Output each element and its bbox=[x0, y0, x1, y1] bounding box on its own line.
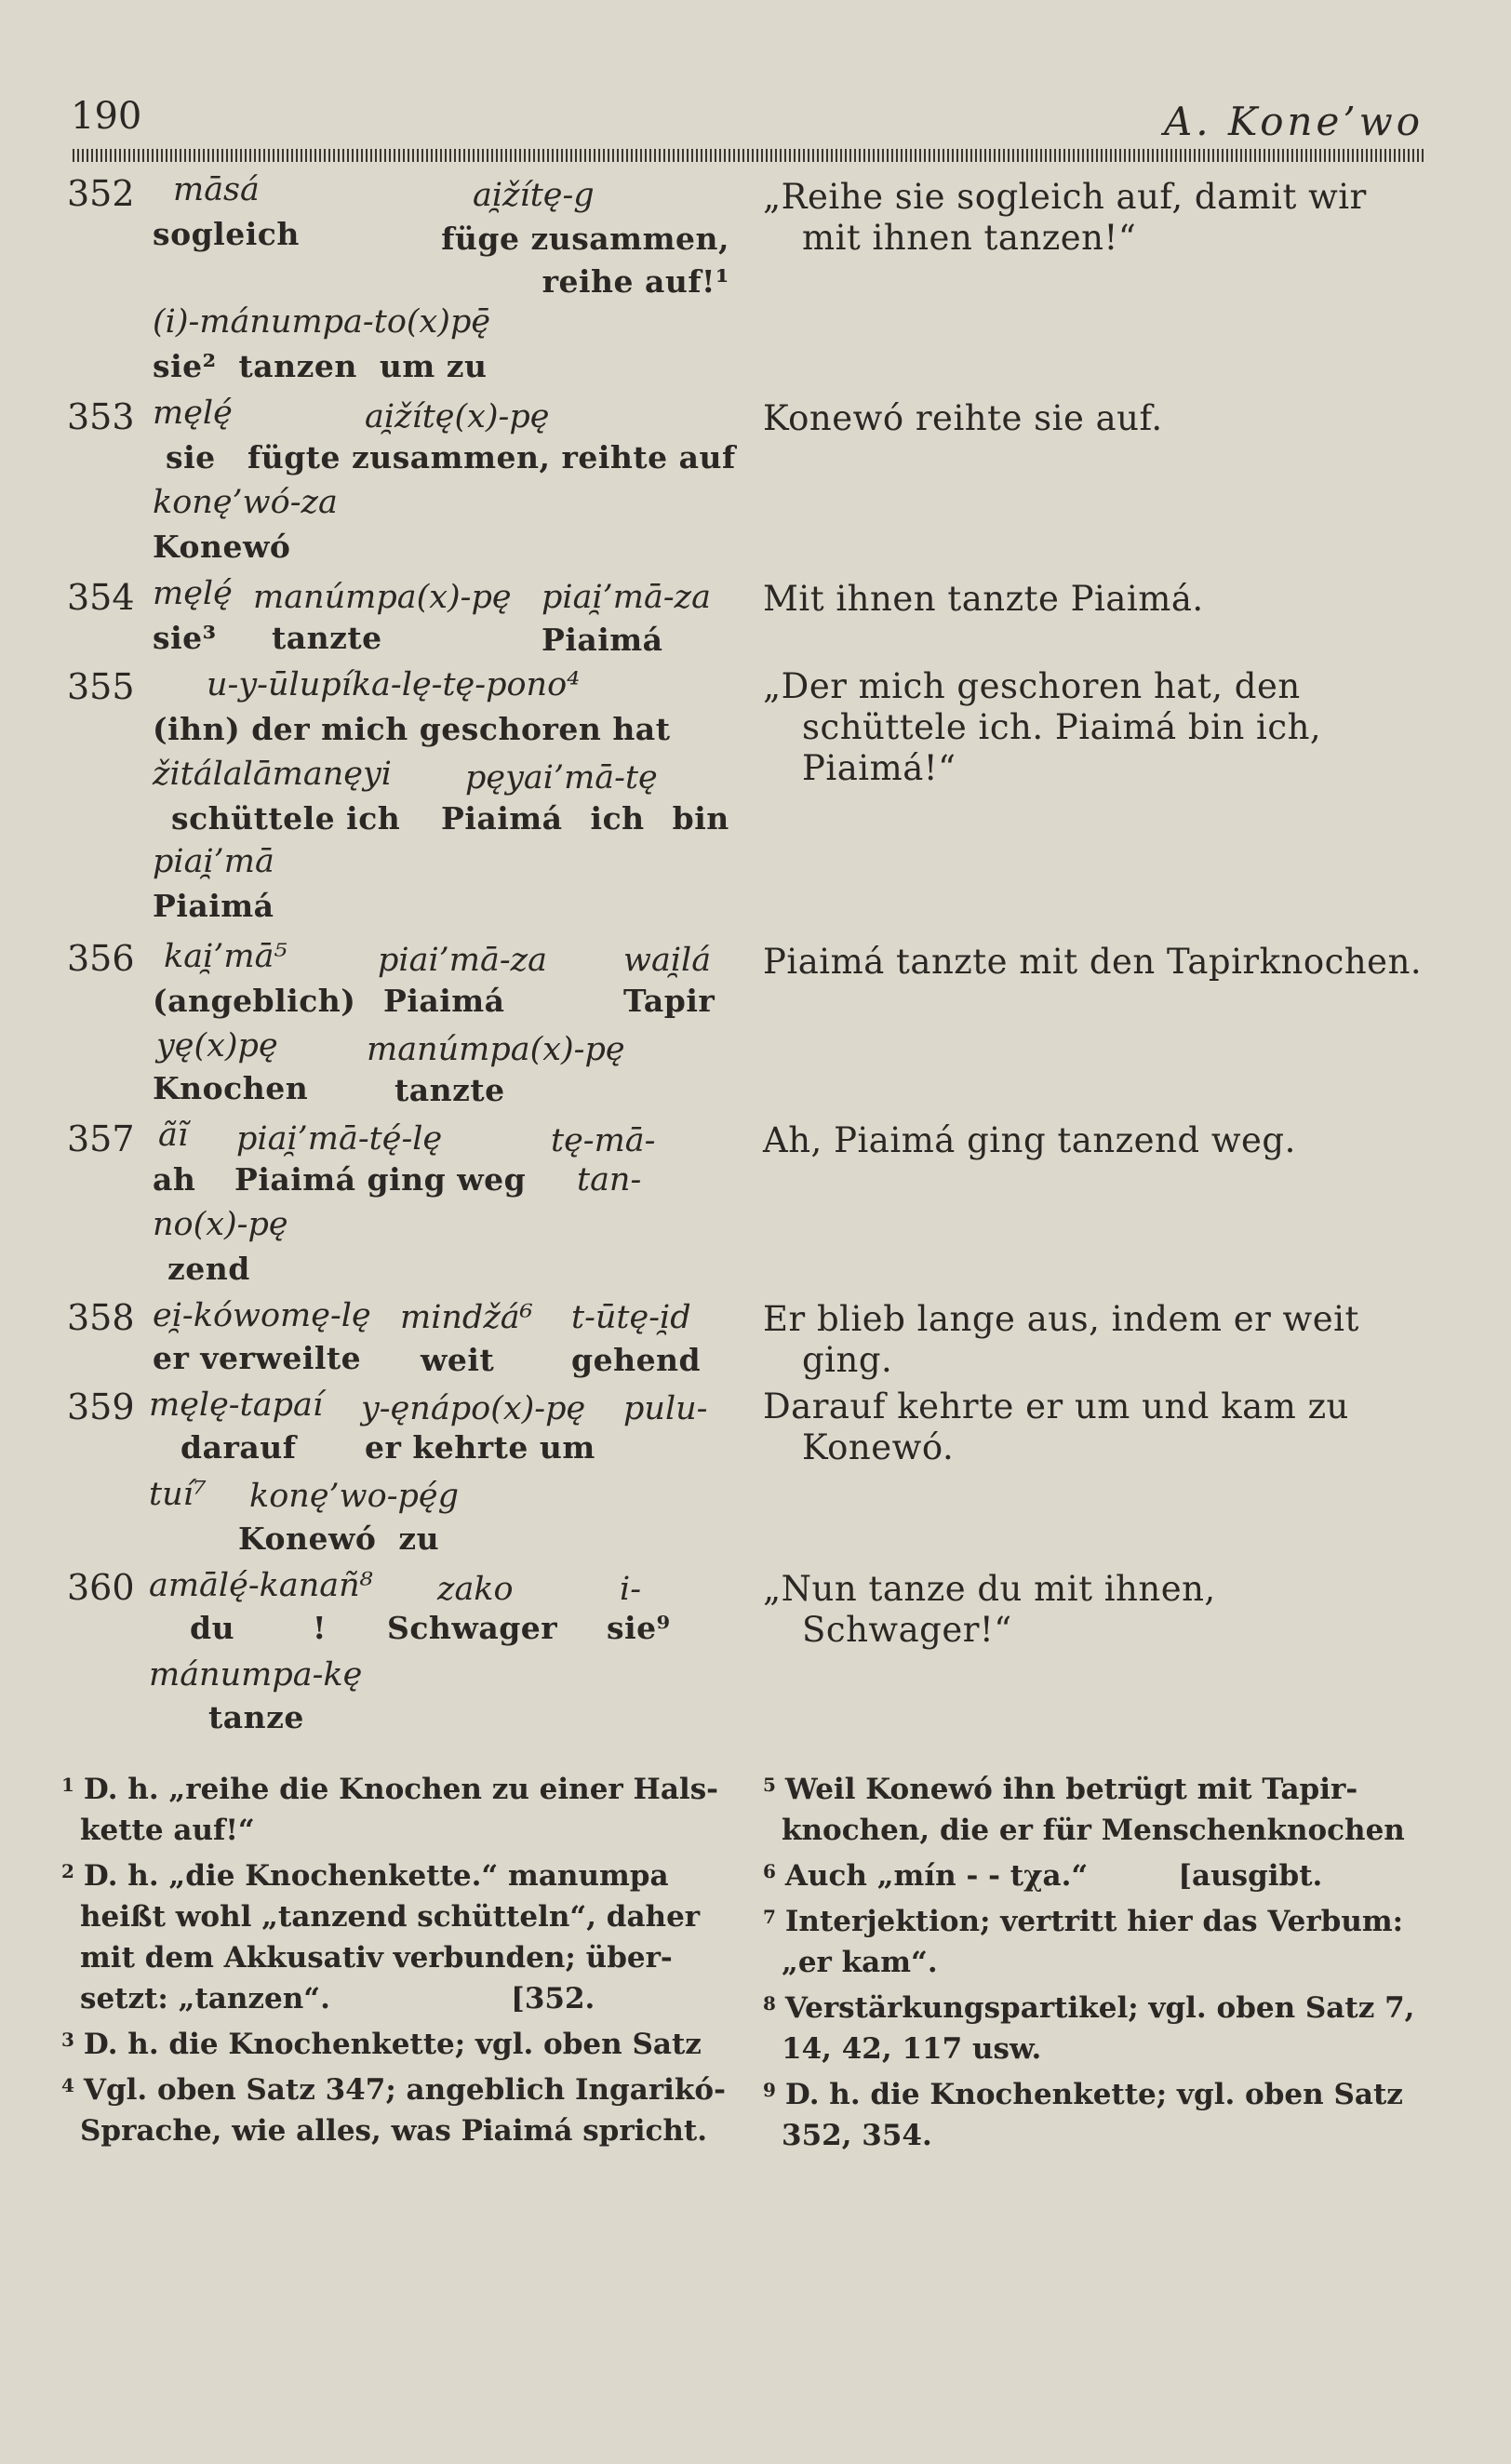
translation: Darauf kehrte er um und kam zu Konewó. bbox=[763, 1386, 1349, 1467]
gloss: Schwager bbox=[387, 1610, 558, 1646]
line-number: 356 bbox=[67, 938, 135, 979]
gloss: schüttele ich bbox=[171, 800, 401, 837]
native-word: piai̯’mā-tę́-lę bbox=[236, 1120, 443, 1158]
footnote-3: $^3$ D. h. die Knochenkette; vgl. oben Satz bbox=[61, 2028, 702, 2061]
native-word: zako bbox=[437, 1571, 514, 1608]
gloss: (angeblich) bbox=[153, 983, 356, 1019]
gloss: Piaimá bbox=[383, 983, 505, 1019]
translation: Konewó reihte sie auf. bbox=[763, 398, 1163, 438]
gloss: Konewó zu bbox=[238, 1520, 440, 1557]
gloss: Piaimá bbox=[542, 622, 663, 658]
translation: „Reihe sie sogleich auf, damit wir mit ihnen tanzen!“ bbox=[763, 177, 1367, 258]
native-word: t-ūtę-i̯d bbox=[571, 1299, 691, 1336]
gloss: er kehrte um bbox=[365, 1429, 595, 1466]
gloss: Piaimá bbox=[153, 888, 274, 924]
translation: Ah, Piaimá ging tanzend weg. bbox=[763, 1120, 1296, 1160]
gloss: Knochen bbox=[153, 1070, 309, 1106]
footnote-2: $^2$ D. h. „die Knochenkette.“ manumpa heißt wohl „tanzend schütteln“, daher mit dem Akkusativ verbunden; über- setzt: „tanzen“. [352. bbox=[61, 1859, 701, 2015]
gloss: sie² tanzen um zu bbox=[153, 348, 488, 384]
gloss: er verweilte bbox=[153, 1340, 362, 1376]
native-word: amālę́-kanañ⁸ bbox=[149, 1567, 373, 1604]
footnote-7: $^7$ Interjektion; vertritt hier das Verbum: „er kam“. bbox=[763, 1905, 1404, 1979]
line-number: 355 bbox=[67, 666, 135, 707]
native-word: tuí⁷ bbox=[149, 1476, 207, 1513]
running-title: A. Kone’wo bbox=[1163, 99, 1424, 144]
gloss: tanzte bbox=[394, 1072, 505, 1108]
footnote-4: $^4$ Vgl. oben Satz 347; angeblich Ingarikó- Sprache, wie alles, was Piaimá spricht. bbox=[61, 2073, 726, 2148]
gloss: zend bbox=[167, 1251, 250, 1287]
footnote-9: $^9$ D. h. die Knochenkette; vgl. oben Satz 352, 354. bbox=[763, 2078, 1403, 2152]
native-word: wai̯lá bbox=[623, 942, 712, 979]
native-word: (i)-mánumpa-to(x)pę̄ bbox=[153, 303, 491, 341]
native-word: kai̯’mā⁵ bbox=[164, 938, 287, 975]
line-number: 359 bbox=[67, 1386, 135, 1427]
native-word: u-y-ūlupíka-lę-tę-pono⁴ bbox=[207, 666, 581, 703]
native-word: konę’wo-pę́g bbox=[249, 1478, 460, 1515]
native-word: i- bbox=[620, 1571, 642, 1608]
line-number: 358 bbox=[67, 1297, 135, 1338]
native-word: pęyai’mā-tę bbox=[465, 759, 658, 797]
native-word: ãĩ bbox=[158, 1117, 189, 1154]
gloss: darauf bbox=[181, 1429, 297, 1466]
native-word: tę-mā- bbox=[551, 1122, 656, 1159]
page-number: 190 bbox=[71, 95, 142, 138]
native-word: piai̯’mā-za bbox=[542, 579, 711, 616]
gloss: sie³ bbox=[153, 620, 217, 656]
translation: Piaimá tanzte mit den Tapirknochen. bbox=[763, 942, 1423, 982]
gloss: (ihn) der mich geschoren hat bbox=[153, 711, 671, 747]
native-word: mánumpa-kę bbox=[149, 1656, 363, 1694]
gloss: sie bbox=[166, 439, 216, 475]
gloss: fügte zusammen, reihte auf bbox=[247, 439, 736, 475]
translation: „Nun tanze du mit ihnen, Schwager!“ bbox=[763, 1569, 1216, 1650]
line-number: 352 bbox=[67, 173, 135, 214]
native-word: y-ęnápo(x)-pę bbox=[361, 1390, 586, 1427]
native-word: žitálalāmanęyi bbox=[153, 756, 392, 793]
gloss: tanze bbox=[208, 1699, 304, 1735]
gloss: tan- bbox=[577, 1161, 642, 1199]
gloss: weit bbox=[421, 1342, 495, 1378]
translation: „Der mich geschoren hat, den schüttele ich. Piaimá bin ich, Piaimá!“ bbox=[763, 666, 1322, 788]
footnote-5: $^5$ Weil Konewó ihn betrügt mit Tapir- knochen, die er für Menschenknochen bbox=[763, 1773, 1405, 1847]
native-word: piai̯’mā bbox=[153, 843, 274, 880]
gloss: gehend bbox=[571, 1342, 702, 1378]
gloss: Tapir bbox=[623, 983, 715, 1019]
translation: Er blieb lange aus, indem er weit ging. bbox=[763, 1299, 1359, 1380]
gloss: Piaimá ging weg bbox=[234, 1161, 527, 1198]
native-word: męlę́ bbox=[153, 395, 233, 432]
line-number: 357 bbox=[67, 1118, 135, 1159]
footnote-8: $^8$ Verstärkungspartikel; vgl. oben Satz 7, 14, 42, 117 usw. bbox=[763, 1991, 1415, 2066]
translation: Mit ihnen tanzte Piaimá. bbox=[763, 579, 1204, 619]
native-word: yę(x)pę bbox=[156, 1027, 278, 1065]
native-word: pulu- bbox=[623, 1390, 708, 1427]
gloss: tanzte bbox=[272, 620, 382, 656]
footnote-1: $^1$ D. h. „reihe die Knochen zu einer Hals- kette auf!“ bbox=[61, 1773, 719, 1847]
footnotes-right bbox=[763, 1764, 1433, 2156]
native-word: māsá bbox=[173, 171, 260, 208]
native-word: męlę-tapaí bbox=[149, 1386, 324, 1424]
header-rule bbox=[73, 149, 1424, 162]
line-number: 360 bbox=[67, 1567, 135, 1608]
native-word: ai̯žítę-g bbox=[473, 177, 595, 214]
gloss: Konewó bbox=[153, 529, 291, 565]
footnotes-left bbox=[61, 1764, 731, 2151]
native-word: no(x)-pę bbox=[153, 1206, 288, 1243]
gloss: sogleich bbox=[153, 216, 300, 252]
gloss: sie⁹ bbox=[607, 1610, 671, 1646]
native-word: męlę́ bbox=[153, 575, 233, 612]
gloss: du ! bbox=[190, 1610, 327, 1646]
native-word: manúmpa(x)-pę bbox=[367, 1031, 625, 1068]
gloss: Piaimá ich bin bbox=[441, 800, 729, 837]
native-word: manúmpa(x)-pę bbox=[253, 579, 512, 616]
native-word: ei̯-kówomę-lę bbox=[153, 1297, 371, 1334]
line-number: 354 bbox=[67, 577, 135, 618]
native-word: ai̯žítę(x)-pę bbox=[365, 398, 550, 435]
native-word: mindžá⁶ bbox=[400, 1299, 533, 1336]
footnote-6: $^6$ Auch „mín - - tχa.“ [ausgibt. bbox=[763, 1859, 1323, 1893]
line-number: 353 bbox=[67, 396, 135, 437]
gloss: ah bbox=[153, 1161, 196, 1198]
native-word: piai’mā-za bbox=[378, 942, 547, 979]
gloss: füge zusammen, reihe auf!¹ bbox=[441, 221, 729, 300]
native-word: konę’wó-za bbox=[153, 484, 338, 521]
